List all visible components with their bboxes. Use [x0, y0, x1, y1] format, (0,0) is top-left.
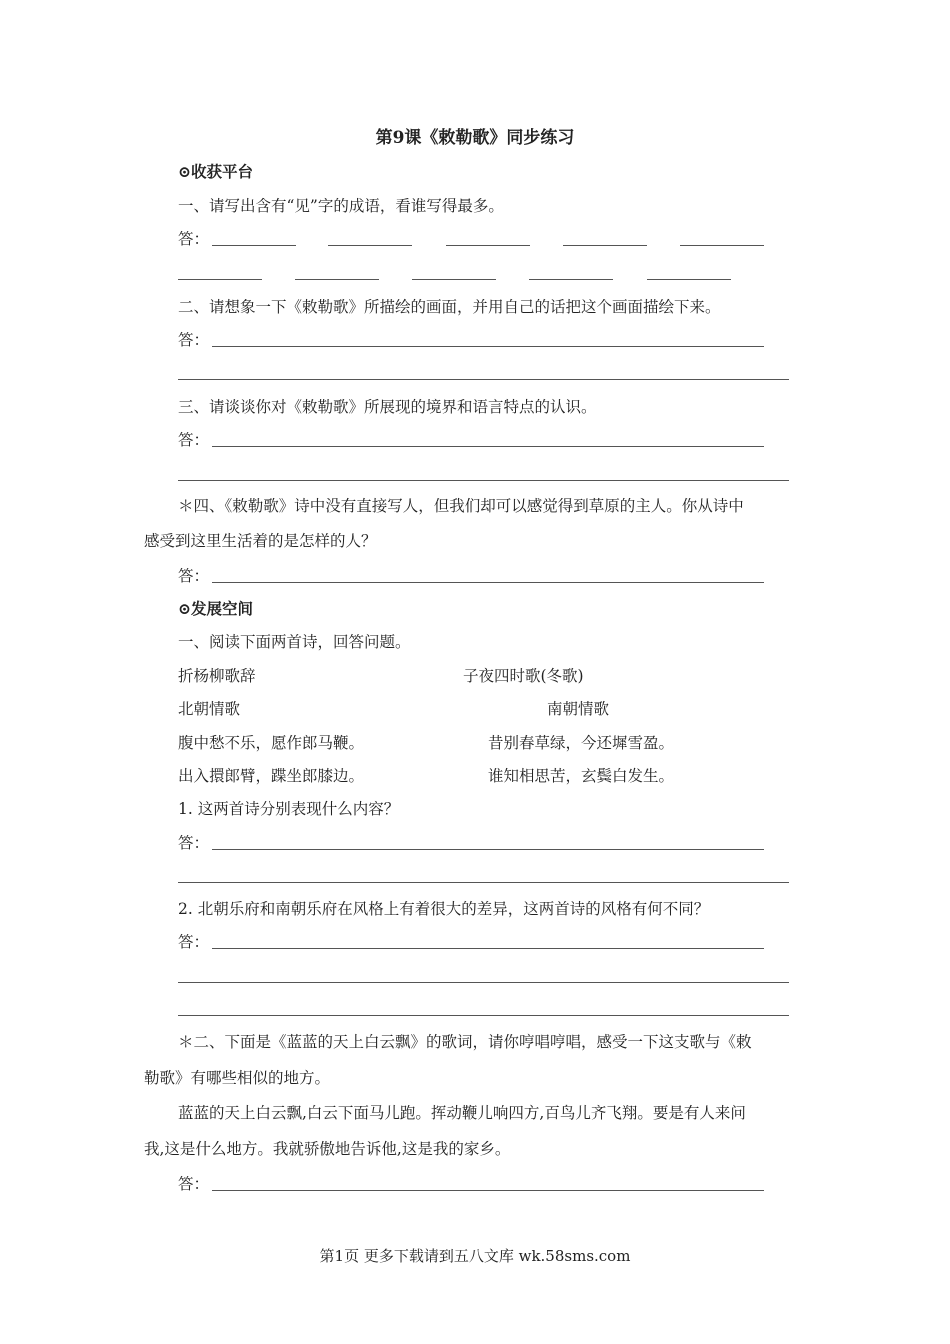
- answer-line[interactable]: [212, 1190, 764, 1191]
- question-4-continued: 感受到这里生活着的是怎样的人？: [144, 532, 377, 550]
- poem-right-line: 昔别春草绿，今还墀雪盈。: [488, 734, 675, 752]
- answer-line[interactable]: [178, 1015, 789, 1016]
- answer-blank[interactable]: [328, 245, 412, 246]
- lyrics-text: 蓝蓝的天上白云飘,白云下面马儿跑。挥动鞭儿响四方,百鸟儿齐飞翔。要是有人来问: [178, 1104, 746, 1122]
- question-reading: 一、阅读下面两首诗，回答问题。: [178, 633, 411, 651]
- sub-question-1: 1. 这两首诗分别表现什么内容？: [178, 800, 400, 818]
- answer-blank[interactable]: [178, 279, 262, 280]
- page-title: 第9课《敕勒歌》同步练习: [375, 128, 575, 148]
- poem-left-line: 出入擐郎臂，蹀坐郎膝边。: [178, 767, 365, 785]
- answer-blank[interactable]: [446, 245, 530, 246]
- answer-line[interactable]: [178, 480, 789, 481]
- answer-blank[interactable]: [212, 245, 296, 246]
- answer-line[interactable]: [212, 948, 764, 949]
- question-3: 三、请谈谈你对《敕勒歌》所展现的境界和语言特点的认识。: [178, 398, 597, 416]
- answer-label: 答：: [178, 230, 210, 248]
- poem-right-collection: 子夜四时歌(冬歌): [463, 667, 584, 685]
- answer-line[interactable]: [212, 346, 764, 347]
- poem-left-line: 腹中愁不乐，愿作郎马鞭。: [178, 734, 365, 752]
- answer-label: 答：: [178, 431, 210, 449]
- lyrics-text-continued: 我,这是什么地方。我就骄傲地告诉他,这是我的家乡。: [144, 1140, 511, 1158]
- answer-line[interactable]: [178, 982, 789, 983]
- poem-left-category: 北朝情歌: [178, 700, 241, 718]
- answer-blank[interactable]: [295, 279, 379, 280]
- sub-question-2: 2. 北朝乐府和南朝乐府在风格上有着很大的差异，这两首诗的风格有何不同？: [178, 900, 710, 918]
- question-1: 一、请写出含有“见”字的成语，看谁写得最多。: [178, 197, 504, 215]
- answer-blank[interactable]: [680, 245, 764, 246]
- answer-label: 答：: [178, 834, 210, 852]
- poem-right-category: 南朝情歌: [547, 700, 610, 718]
- poem-right-line: 谁知相思苦，玄鬓白发生。: [488, 767, 675, 785]
- question-song: ＊二、下面是《蓝蓝的天上白云飘》的歌词，请你哼唱哼唱，感受一下这支歌与《敕: [178, 1033, 752, 1051]
- question-song-continued: 勒歌》有哪些相似的地方。: [144, 1069, 331, 1087]
- answer-blank[interactable]: [412, 279, 496, 280]
- answer-line[interactable]: [212, 446, 764, 447]
- answer-blank[interactable]: [647, 279, 731, 280]
- poem-left-collection: 折杨柳歌辞: [178, 667, 256, 685]
- answer-line[interactable]: [178, 379, 789, 380]
- answer-label: 答：: [178, 933, 210, 951]
- section-heading-development: ⊙发展空间: [178, 599, 253, 618]
- answer-blank[interactable]: [563, 245, 647, 246]
- answer-line[interactable]: [212, 582, 764, 583]
- answer-line[interactable]: [212, 849, 764, 850]
- question-4: ＊四、《敕勒歌》诗中没有直接写人，但我们却可以感觉得到草原的主人。你从诗中: [178, 497, 744, 515]
- answer-line[interactable]: [178, 882, 789, 883]
- answer-label: 答：: [178, 331, 210, 349]
- answer-label: 答：: [178, 567, 210, 585]
- answer-label: 答：: [178, 1175, 210, 1193]
- question-2: 二、请想象一下《敕勒歌》所描绘的画面，并用自己的话把这个画面描绘下来。: [178, 298, 721, 316]
- answer-blank[interactable]: [529, 279, 613, 280]
- page-footer: 第1页 更多下载请到五八文库 wk.58sms.com: [319, 1247, 631, 1265]
- section-heading-harvest: ⊙收获平台: [178, 162, 253, 181]
